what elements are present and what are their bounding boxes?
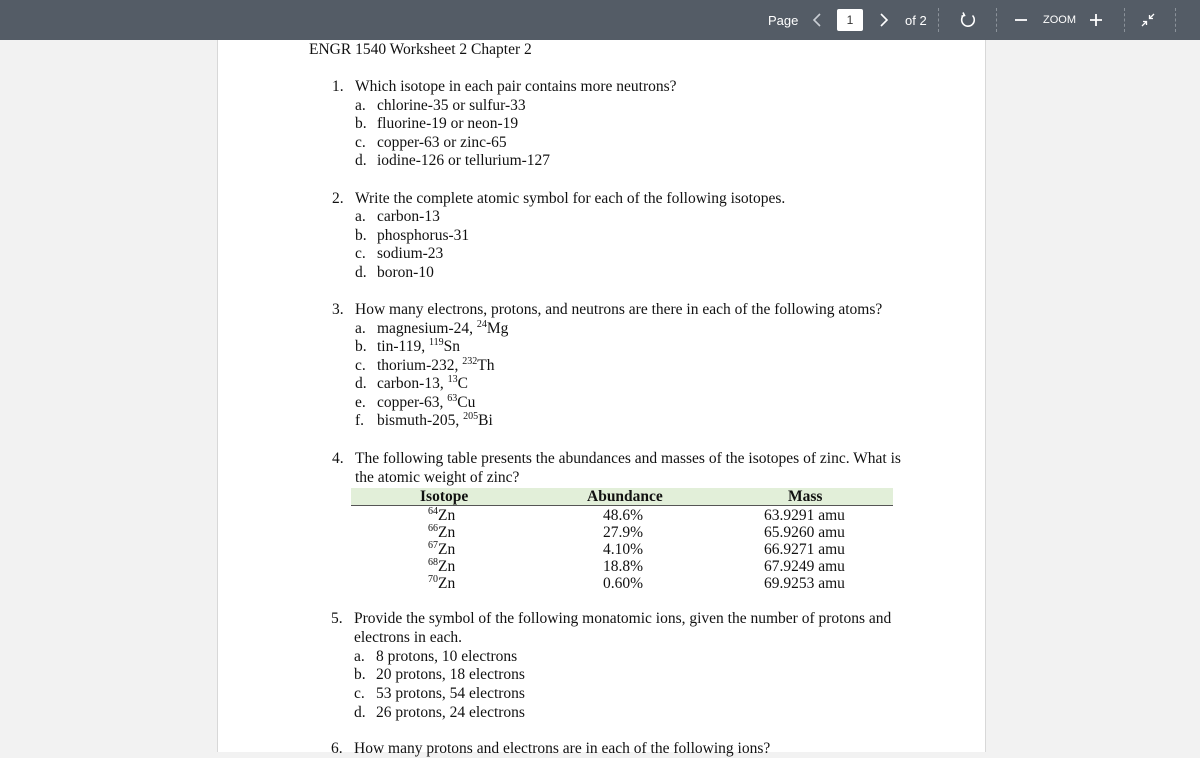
q5-item-text: 26 protons, 24 electrons <box>376 704 525 721</box>
q3-item-name: magnesium-24, <box>377 320 477 337</box>
isotope-cell <box>428 575 455 592</box>
viewer-toolbar <box>0 0 1200 40</box>
element-symbol: Zn <box>438 524 456 541</box>
mass-cell: 65.9260 amu <box>764 524 845 541</box>
previous-page-button[interactable] <box>812 0 822 40</box>
document-page <box>217 40 986 752</box>
q5-number: 5. <box>331 610 343 627</box>
q5-item-text: 53 protons, 54 electrons <box>376 685 525 702</box>
q1-item-label: c. <box>355 134 366 151</box>
q3-item-name: tin-119, <box>377 338 429 355</box>
isotope-cell <box>428 558 455 575</box>
q5-text-line2: electrons in each. <box>354 629 463 646</box>
isotope-cell <box>428 541 455 558</box>
mass-number: 67 <box>428 539 438 551</box>
q3-item-label: d. <box>355 375 367 392</box>
toolbar-divider <box>996 8 997 32</box>
q2-item-text: boron-10 <box>377 264 434 281</box>
q4-text-line1: The following table presents the abundances and masses of the isotopes of zinc. What is <box>355 450 901 467</box>
q3-item <box>377 394 475 412</box>
q3-item-label: a. <box>355 320 366 337</box>
mass-number: 119 <box>428 336 444 348</box>
q6-number: 6. <box>331 740 343 757</box>
column-header-mass: Mass <box>788 488 823 505</box>
q2-item-text: carbon-13 <box>377 208 440 225</box>
mass-number: 64 <box>428 505 438 517</box>
q3-item <box>377 320 508 338</box>
mass-number: 66 <box>428 522 438 534</box>
mass-number: 24 <box>476 318 487 330</box>
q5-item-text: 8 protons, 10 electrons <box>376 648 518 665</box>
q2-item-text: phosphorus-31 <box>377 227 470 244</box>
mass-number: 205 <box>463 410 479 422</box>
q3-text: How many electrons, protons, and neutrons are there in each of the following atoms? <box>355 301 883 318</box>
q2-text: Write the complete atomic symbol for each of the following isotopes. <box>355 190 786 207</box>
q3-item-label: b. <box>355 338 367 355</box>
rotate-button[interactable] <box>959 0 977 40</box>
element-symbol: Zn <box>438 507 456 524</box>
q3-item-name: carbon-13, <box>377 375 448 392</box>
page-label: Page <box>768 12 799 28</box>
mass-number: 232 <box>462 355 478 367</box>
element-symbol: Cu <box>457 394 476 411</box>
element-symbol: Sn <box>443 338 460 355</box>
q3-item <box>377 412 493 430</box>
plus-icon <box>1089 13 1103 27</box>
q1-item-label: b. <box>355 115 367 132</box>
q1-item-label: a. <box>355 97 366 114</box>
exit-fullscreen-button[interactable] <box>1140 0 1156 40</box>
q2-item-label: c. <box>355 245 366 262</box>
q5-text-line1: Provide the symbol of the following monatomic ions, given the number of protons and <box>354 610 892 627</box>
toolbar-divider <box>1175 8 1176 32</box>
column-header-isotope: Isotope <box>420 488 469 505</box>
abundance-cell: 4.10% <box>603 541 644 558</box>
q3-item-label: f. <box>355 412 365 429</box>
page-total: of 2 <box>905 12 927 28</box>
toolbar-divider <box>938 8 939 32</box>
element-symbol: Th <box>477 357 495 374</box>
column-header-abundance: Abundance <box>587 488 663 505</box>
q5-item-label: a. <box>354 648 365 665</box>
element-symbol: Mg <box>486 320 509 337</box>
q1-item-text: chlorine-35 or sulfur-33 <box>377 97 526 114</box>
zoom-label: ZOOM <box>1043 14 1076 26</box>
q3-item-name: thorium-232, <box>377 357 463 374</box>
mass-cell: 67.9249 amu <box>764 558 845 575</box>
element-symbol: C <box>457 375 468 392</box>
next-page-button[interactable] <box>879 0 889 40</box>
mass-cell: 66.9271 amu <box>764 541 845 558</box>
element-symbol: Zn <box>438 575 456 592</box>
collapse-icon <box>1140 12 1156 28</box>
q4-text-line2: the atomic weight of zinc? <box>355 469 520 486</box>
zoom-out-button[interactable] <box>1014 0 1028 40</box>
q6-text: How many protons and electrons are in each of the following ions? <box>354 740 771 757</box>
q3-item-label: e. <box>355 394 366 411</box>
element-symbol: Bi <box>478 412 493 429</box>
toolbar-divider <box>1124 8 1125 32</box>
zoom-in-button[interactable] <box>1089 0 1103 40</box>
abundance-cell: 0.60% <box>603 575 644 592</box>
q2-item-label: a. <box>355 208 366 225</box>
q3-item-name: copper-63, <box>377 394 448 411</box>
q3-item <box>377 375 468 393</box>
q4-number: 4. <box>332 450 344 467</box>
q3-item <box>377 357 494 375</box>
chevron-left-icon <box>812 12 822 28</box>
page-number-input[interactable]: 1 <box>837 9 863 31</box>
q5-item-label: b. <box>354 666 366 683</box>
isotope-cell <box>428 507 455 524</box>
minus-icon <box>1014 13 1028 27</box>
q1-item-text: iodine-126 or tellurium-127 <box>377 152 551 169</box>
q3-item-name: bismuth-205, <box>377 412 464 429</box>
q2-item-label: b. <box>355 227 367 244</box>
mass-number: 63 <box>447 392 458 404</box>
q3-item <box>377 338 460 356</box>
q1-item-text: fluorine-19 or neon-19 <box>377 115 519 132</box>
q5-item-text: 20 protons, 18 electrons <box>376 666 525 683</box>
q3-number: 3. <box>332 301 344 318</box>
mass-cell: 69.9253 amu <box>764 575 845 592</box>
mass-number: 70 <box>428 573 438 585</box>
element-symbol: Zn <box>438 558 456 575</box>
rotate-icon <box>959 11 977 29</box>
element-symbol: Zn <box>438 541 456 558</box>
mass-number: 13 <box>447 373 458 385</box>
q5-item-label: d. <box>354 704 366 721</box>
mass-number: 68 <box>428 556 438 568</box>
abundance-cell: 48.6% <box>603 507 644 524</box>
isotope-cell <box>428 524 455 541</box>
q2-item-label: d. <box>355 264 367 281</box>
mass-cell: 63.9291 amu <box>764 507 845 524</box>
q1-item-text: copper-63 or zinc-65 <box>377 134 507 151</box>
q1-item-label: d. <box>355 152 367 169</box>
q2-number: 2. <box>332 190 344 207</box>
abundance-cell: 18.8% <box>603 558 644 575</box>
q1-number: 1. <box>332 78 344 95</box>
q3-item-label: c. <box>355 357 366 374</box>
q2-item-text: sodium-23 <box>377 245 444 262</box>
q5-item-label: c. <box>354 685 365 702</box>
q1-text: Which isotope in each pair contains more neutrons? <box>355 78 677 95</box>
chevron-right-icon <box>879 12 889 28</box>
worksheet-title: ENGR 1540 Worksheet 2 Chapter 2 <box>309 41 532 58</box>
abundance-cell: 27.9% <box>603 524 644 541</box>
